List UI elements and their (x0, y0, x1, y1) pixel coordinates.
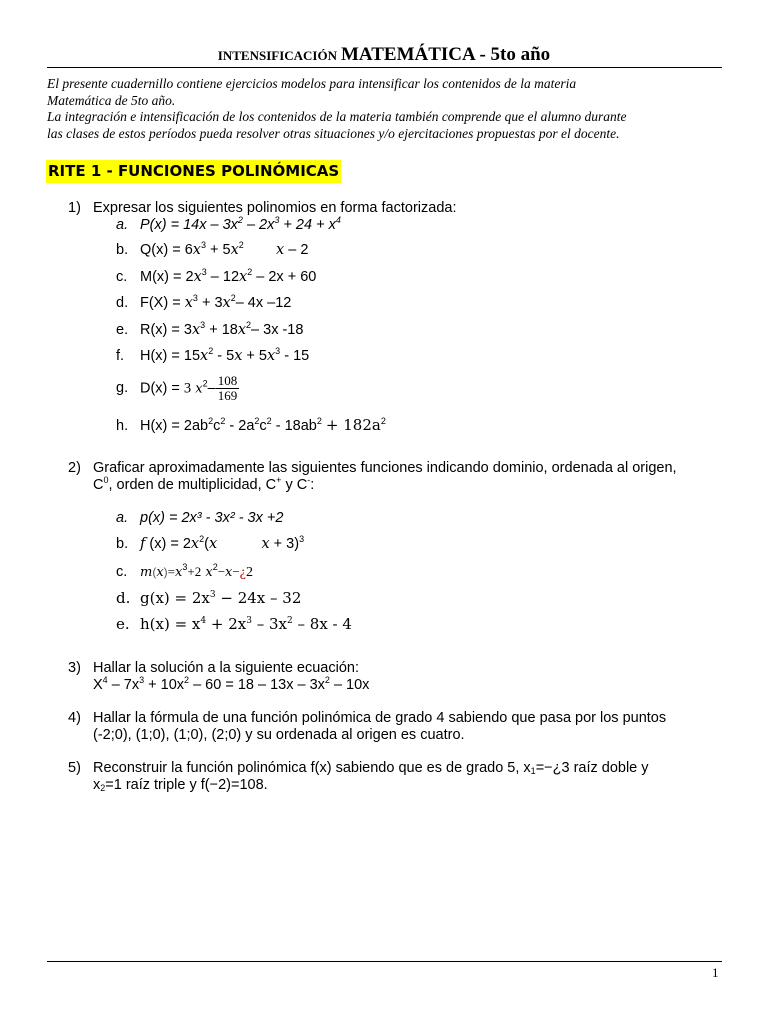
intro-paragraph (47, 76, 727, 142)
intro-line: Matemática de 5to año. (47, 92, 176, 108)
exercise-2b: b. f $(x) = 2x^2(x$ x + 3)$^3$ (116, 534, 305, 552)
fraction: $\frac{108}{169}$ (217, 373, 238, 403)
exercise-1f: f. $H(x) = 15x^2 - 5x + 5x^3 - 15$ (116, 346, 310, 364)
question-number: 3) (68, 660, 81, 676)
exercise-2d: d. $g(x) = 2x^3 - 24x - 32$ (116, 589, 302, 607)
intro-line: La integración e intensificación de los contenidos de la materia también comprende que el alumno durante (47, 109, 627, 124)
question-text: Hallar la solución a la siguiente ecuación: (93, 660, 359, 676)
exercise-1h: h. $H(x) = 2ab^2c^2 - 2a^2c^2 - 18ab^2 + 182a^2$ (116, 416, 386, 434)
question-number: 1) (68, 200, 81, 216)
exercise-1e: e. $R(x) = 3x^3 + 18x^2-$ 3x -18 (116, 320, 304, 338)
intro-line: las clases de estos períodos pueda resolver otras situaciones y/o ejercitaciones propuestas por el docente. (47, 125, 620, 141)
question-number: 5) (68, 760, 81, 776)
question-number: 2) (68, 460, 81, 476)
footer-divider (47, 961, 722, 962)
exercise-2c: c. $m(x)=x^3+2$ $x^2-x-¿2$ (116, 562, 253, 580)
title-small: INTENSIFICACIÓN (217, 48, 337, 63)
exercise-2a: a. p(x) = 2x³ - 3x² - 3x +2 (116, 510, 284, 526)
exercise-1d: d. $F(X) = x^3 + 3x^2-$ 4x –12 (116, 293, 292, 311)
exercise-2e: e. $h(x) = x^4 + 2x^3 - 3x^2 - 8x - 4$ (116, 615, 352, 633)
header-divider (47, 67, 722, 68)
section-heading: RITE 1 - FUNCIONES POLINÓMICAS (46, 160, 341, 183)
question-text: Expresar los siguientes polinomios en forma factorizada: (93, 200, 457, 216)
page-title (0, 44, 768, 66)
exercise-1g: g. D(x) = 3 $x^2-$ $\frac{108}{169}$ (116, 373, 238, 403)
exercise-1b: b. $Q(x) = 6x^3 + 5x^2$ x – 2 (116, 240, 309, 258)
page-number: 1 (712, 965, 719, 980)
exercise-1c: c. $M(x) = 2x^3 - 12x^2 - 2x + 60$ (116, 267, 317, 285)
question-text: Hallar la fórmula de una función polinómica de grado 4 sabiendo que pasa por los puntos (93, 710, 667, 726)
intro-line: El presente cuadernillo contiene ejercicios modelos para intensificar los contenidos de la materia (47, 76, 577, 91)
exercise-1a: a. $P(x) = 14x - 3x^2 - 2x^3 + 24 + x^4$ (116, 215, 341, 233)
question-text: Graficar aproximadamente las siguientes funciones indicando dominio, ordenada al origen, (93, 460, 677, 476)
question-number: 4) (68, 710, 81, 726)
title-big: MATEMÁTICA - 5to año (341, 44, 551, 65)
